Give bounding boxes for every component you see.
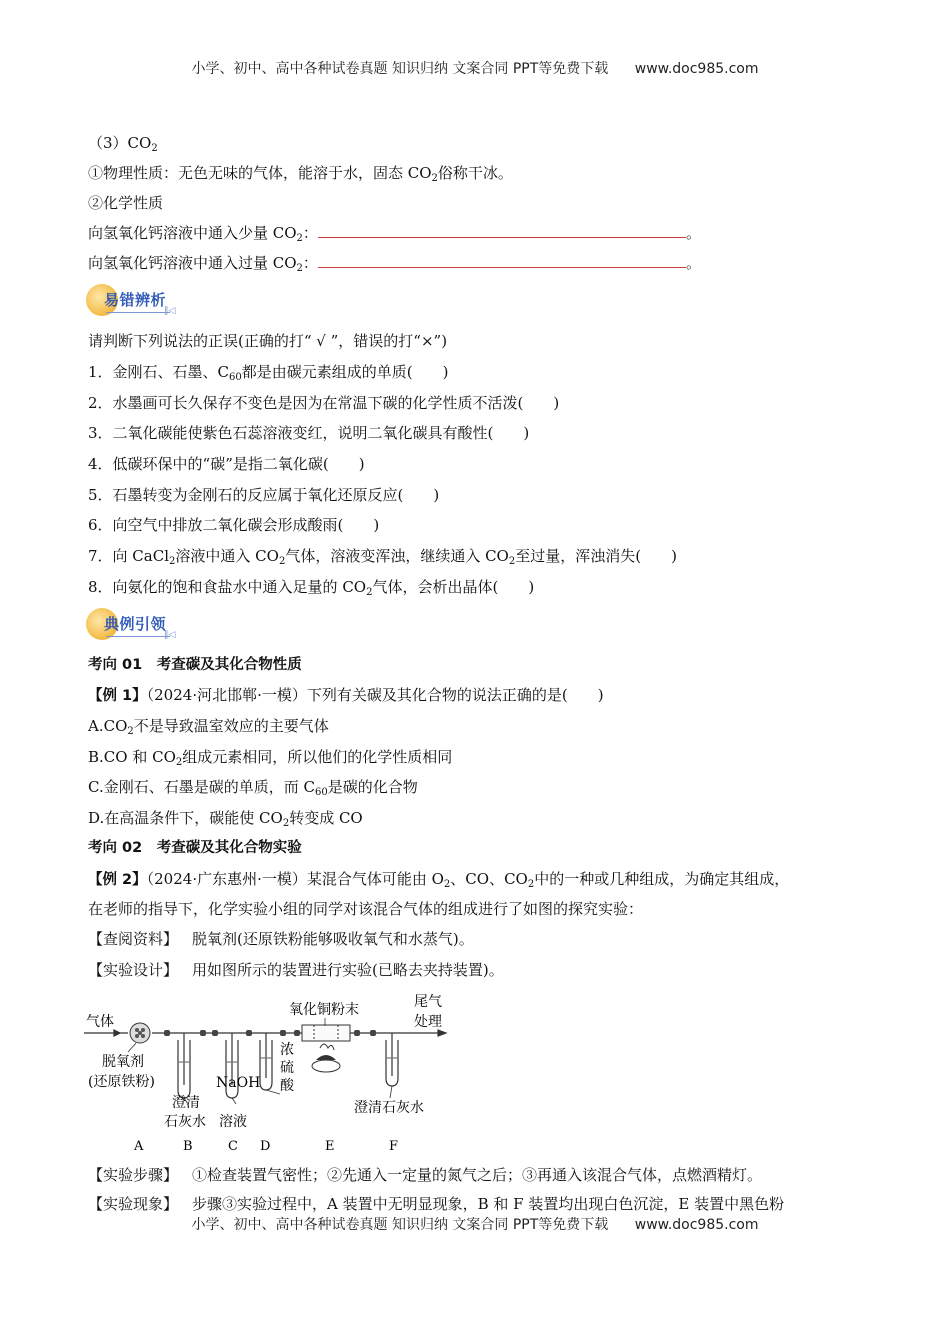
co2-heading-sub: 2 xyxy=(151,143,158,154)
option-sub: 2 xyxy=(175,757,183,768)
steps-label: 【实验步骤】 xyxy=(88,1166,179,1184)
example-2-label: 【例 2】 xyxy=(88,872,147,888)
lookup-label: 【查阅资料】 xyxy=(88,930,179,948)
footer-site[interactable]: www.doc985.com xyxy=(634,1217,759,1233)
badge-label: 易错辨析 xyxy=(104,291,167,309)
page-footer xyxy=(0,1214,950,1234)
header-site[interactable]: www.doc985.com xyxy=(634,61,759,77)
example-2-line1 xyxy=(88,869,789,890)
footer-text: 小学、初中、高中各种试卷真题 知识归纳 文案合同 PPT等免费下载 xyxy=(191,1217,609,1233)
label-copper-oxide: 氧化铜粉末 xyxy=(289,1002,359,1018)
fill1-end: 。 xyxy=(685,224,701,242)
combustion-tube-e xyxy=(302,1025,350,1041)
judge-intro: 请判断下列说法的正误(正确的打“ √ ”，错误的打“×”) xyxy=(88,332,448,350)
judge-item-text: 7．向 CaCl xyxy=(88,547,170,565)
kx1-title: 考向 01 考查碳及其化合物性质 xyxy=(88,657,302,673)
label-sulfuric-1: 浓 xyxy=(280,1042,294,1058)
example-2-text: （2024·广东惠州·一模）某混合气体可能由 O xyxy=(146,870,444,888)
co2-physical-text: ①物理性质：无色无味的气体，能溶于水，固态 CO xyxy=(88,164,432,182)
fill-line-1 xyxy=(88,223,701,243)
fill1-colon: ： xyxy=(302,224,318,242)
judge-item-text: 8．向氨化的饱和食盐水中通入足量的 CO xyxy=(88,578,367,596)
example-1-text: （2024·河北邯郸·一模）下列有关碳及其化合物的说法正确的是( ) xyxy=(146,686,604,704)
label-c: C xyxy=(228,1139,238,1154)
alcohol-lamp-icon xyxy=(312,1044,340,1072)
example-2-text: 、CO、CO xyxy=(450,870,528,888)
judge-item-8 xyxy=(88,577,534,597)
judge-item-sub: 60 xyxy=(229,372,242,383)
steps-text: ①检查装置气密性；②先通入一定量的氮气之后；③再通入该混合气体，点燃酒精灯。 xyxy=(192,1166,763,1184)
label-lime-water-b-1: 澄清 xyxy=(172,1095,200,1111)
label-e: E xyxy=(325,1139,335,1154)
co2-heading xyxy=(88,133,158,153)
badge-error-analysis xyxy=(86,284,196,318)
test-tube-b xyxy=(178,1033,190,1098)
label-a: A xyxy=(134,1139,144,1154)
fill1-sub: 2 xyxy=(296,233,303,244)
judge-item-text: 溶液中通入 CO xyxy=(175,547,279,565)
example-1 xyxy=(88,685,604,706)
fill2-colon: ： xyxy=(302,254,318,272)
fill1-text: 向氢氧化钙溶液中通入少量 CO xyxy=(88,224,297,242)
option-text: A.CO xyxy=(88,717,128,735)
example-2-line2: 在老师的指导下，化学实验小组的同学对该混合气体的组成进行了如图的探究实验： xyxy=(88,900,644,918)
label-sulfuric-2: 硫 xyxy=(280,1060,294,1076)
badge-underline xyxy=(106,312,170,313)
label-naoh-1: NaOH xyxy=(216,1075,261,1091)
option-b xyxy=(88,747,452,767)
option-c xyxy=(88,777,418,797)
option-a xyxy=(88,716,329,736)
example-2-sub: 2 xyxy=(443,879,451,890)
answer-blank-1[interactable] xyxy=(318,224,686,238)
co2-physical xyxy=(88,163,513,183)
judge-item-text: 都是由碳元素组成的单质( ) xyxy=(241,363,449,381)
lookup-text: 脱氧剂(还原铁粉能够吸收氧气和水蒸气)。 xyxy=(192,930,474,948)
judge-item-1 xyxy=(88,362,448,382)
judge-item-text: 1．金刚石、石墨、C xyxy=(88,363,230,381)
judge-item-4: 4．低碳环保中的“碳”是指二氧化碳( ) xyxy=(88,455,365,473)
header-text: 小学、初中、高中各种试卷真题 知识归纳 文案合同 PPT等免费下载 xyxy=(191,61,609,77)
badge-tick-icon: ‖◁ xyxy=(164,306,176,316)
kx2-title: 考向 02 考查碳及其化合物实验 xyxy=(88,840,302,856)
co2-chemical: ②化学性质 xyxy=(88,194,164,212)
badge-label: 典例引领 xyxy=(104,615,167,633)
option-text: 组成元素相同，所以他们的化学性质相同 xyxy=(182,748,453,766)
judge-item-6: 6．向空气中排放二氧化碳会形成酸雨( ) xyxy=(88,516,380,534)
answer-blank-2[interactable] xyxy=(318,254,686,268)
badge-underline xyxy=(106,636,170,637)
badge-typical-examples xyxy=(86,608,196,642)
label-deoxidizer-1: 脱氧剂 xyxy=(102,1054,144,1070)
judge-item-text: 气体，会析出晶体( ) xyxy=(372,578,535,596)
test-tube-f xyxy=(386,1033,398,1086)
phenomenon-line xyxy=(88,1194,784,1214)
fill-line-2 xyxy=(88,253,701,273)
judge-item-text: 至过量，浑浊消失( ) xyxy=(515,547,677,565)
judge-item-sub: 2 xyxy=(366,587,373,598)
steps-line xyxy=(88,1165,762,1185)
option-sub: 2 xyxy=(282,818,290,829)
option-d xyxy=(88,808,363,828)
test-tube-d xyxy=(260,1033,272,1090)
judge-item-2: 2．水墨画可长久保存不变色是因为在常温下碳的化学性质不活泼( ) xyxy=(88,394,560,412)
example-2-sub: 2 xyxy=(527,879,535,890)
example-2-text: 中的一种或几种组成，为确定其组成， xyxy=(534,870,790,888)
co2-physical-sub: 2 xyxy=(431,173,438,184)
option-text: C.金刚石、石墨是碳的单质，而 C xyxy=(88,778,315,796)
option-text: B.CO 和 CO xyxy=(88,748,176,766)
fill2-end: 。 xyxy=(685,254,701,272)
option-sub: 2 xyxy=(127,726,134,737)
inlet-arrow-icon xyxy=(114,1030,120,1036)
design-line xyxy=(88,960,504,980)
judge-item-text: 气体，溶液变浑浊，继续通入 CO xyxy=(285,547,509,565)
fill2-text: 向氢氧化钙溶液中通入过量 CO xyxy=(88,254,297,272)
option-text: 转变成 CO xyxy=(289,809,363,827)
label-lime-water-b-2: 石灰水 xyxy=(164,1114,206,1130)
outlet-arrow-icon xyxy=(438,1030,446,1036)
page-header xyxy=(0,58,950,78)
design-label: 【实验设计】 xyxy=(88,961,179,979)
option-text: D.在高温条件下，碳能使 CO xyxy=(88,809,283,827)
co2-physical-text-2: 俗称干冰。 xyxy=(437,164,513,182)
judge-item-7 xyxy=(88,546,677,566)
lookup-line xyxy=(88,929,474,949)
label-tail-gas-1: 尾气 xyxy=(414,994,442,1010)
co2-heading-text: （3）CO xyxy=(88,134,152,152)
badge-tick-icon: ‖◁ xyxy=(164,630,176,640)
label-deoxidizer-2: (还原铁粉) xyxy=(88,1074,155,1090)
apparatus-diagram xyxy=(84,990,454,1155)
label-sulfuric-3: 酸 xyxy=(280,1078,294,1094)
option-text: 是碳的化合物 xyxy=(327,778,418,796)
judge-item-3: 3．二氧化碳能使紫色石蕊溶液变红，说明二氧化碳具有酸性( ) xyxy=(88,424,530,442)
judge-item-5: 5．石墨转变为金刚石的反应属于氧化还原反应( ) xyxy=(88,486,440,504)
label-naoh-2: 溶液 xyxy=(219,1114,247,1130)
judge-item-sub: 2 xyxy=(169,556,176,567)
label-b: B xyxy=(183,1139,193,1154)
label-d: D xyxy=(260,1139,271,1154)
label-gas: 气体 xyxy=(86,1014,114,1030)
phenomenon-label: 【实验现象】 xyxy=(88,1195,179,1213)
label-lime-water-f: 澄清石灰水 xyxy=(354,1100,424,1116)
phenomenon-text: 步骤③实验过程中，A 装置中无明显现象，B 和 F 装置均出现白色沉淀，E 装置中黑色粉 xyxy=(192,1195,785,1213)
option-text: 不是导致温室效应的主要气体 xyxy=(133,717,329,735)
label-f: F xyxy=(389,1139,399,1154)
label-tail-gas-2: 处理 xyxy=(414,1014,442,1030)
fill2-sub: 2 xyxy=(296,263,303,274)
option-sub: 60 xyxy=(314,787,328,798)
design-text: 用如图所示的装置进行实验(已略去夹持装置)。 xyxy=(192,961,504,979)
judge-item-sub: 2 xyxy=(278,556,286,567)
example-1-label: 【例 1】 xyxy=(88,688,147,704)
judge-item-sub: 2 xyxy=(508,556,516,567)
